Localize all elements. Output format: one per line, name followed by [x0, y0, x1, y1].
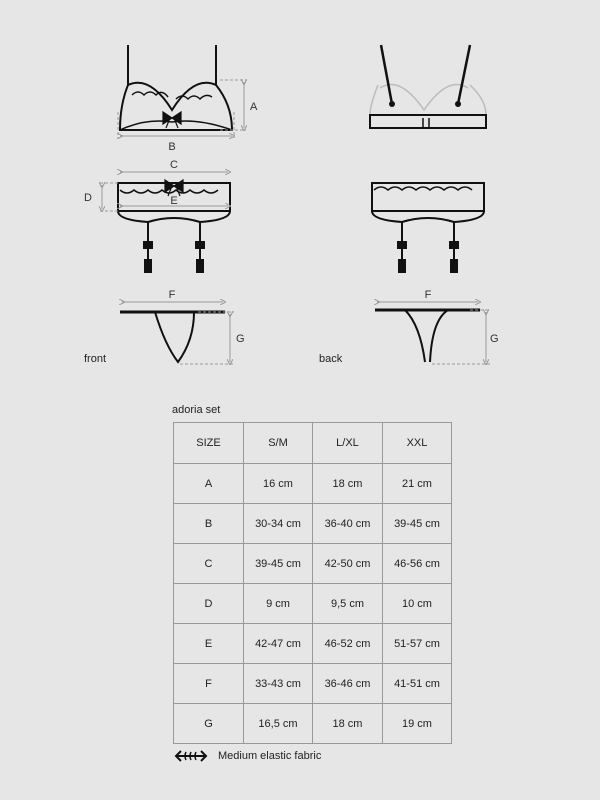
size-table — [173, 422, 452, 744]
header-size: SIZE — [174, 423, 244, 464]
value-cell: 42-50 cm — [313, 544, 383, 584]
value-cell: 41-51 cm — [383, 664, 452, 704]
value-cell: 30-34 cm — [244, 504, 313, 544]
elastic-arrow-icon — [174, 750, 208, 762]
measure-a-label: A — [250, 101, 258, 113]
measure-f-back-label: F — [424, 289, 432, 301]
legend-text: Medium elastic fabric — [218, 750, 322, 762]
size-cell: D — [174, 584, 244, 624]
header-sm: S/M — [244, 423, 313, 464]
measure-g-label: G — [236, 333, 245, 345]
measure-g-back-label: G — [490, 333, 499, 345]
table-row — [174, 584, 452, 624]
front-bra-bow-icon — [163, 112, 181, 128]
size-cell: F — [174, 664, 244, 704]
back-bra-drawing — [370, 45, 486, 128]
set-title: adoria set — [172, 404, 221, 416]
value-cell: 9 cm — [244, 584, 313, 624]
value-cell: 10 cm — [383, 584, 452, 624]
front-label: front — [84, 353, 107, 365]
table-row — [174, 504, 452, 544]
value-cell: 39-45 cm — [244, 544, 313, 584]
measure-f-label: F — [168, 289, 176, 301]
size-cell: E — [174, 624, 244, 664]
value-cell: 39-45 cm — [383, 504, 452, 544]
value-cell: 18 cm — [313, 464, 383, 504]
value-cell: 42-47 cm — [244, 624, 313, 664]
table-row — [174, 464, 452, 504]
table-row — [174, 664, 452, 704]
back-label: back — [319, 353, 343, 365]
value-cell: 46-56 cm — [383, 544, 452, 584]
table-row — [174, 544, 452, 584]
measure-d-label: D — [84, 192, 92, 204]
header-xxl: XXL — [383, 423, 452, 464]
size-cell: G — [174, 704, 244, 744]
value-cell: 51-57 cm — [383, 624, 452, 664]
table-row — [174, 624, 452, 664]
value-cell: 21 cm — [383, 464, 452, 504]
value-cell: 9,5 cm — [313, 584, 383, 624]
table-row — [174, 704, 452, 744]
size-cell: A — [174, 464, 244, 504]
back-thong-drawing — [375, 310, 480, 362]
value-cell: 46-52 cm — [313, 624, 383, 664]
value-cell: 19 cm — [383, 704, 452, 744]
value-cell: 16 cm — [244, 464, 313, 504]
value-cell: 18 cm — [313, 704, 383, 744]
legend — [174, 750, 321, 762]
size-cell: B — [174, 504, 244, 544]
value-cell: 36-40 cm — [313, 504, 383, 544]
measure-b-label: B — [168, 141, 176, 153]
header-lxl: L/XL — [313, 423, 383, 464]
back-garter-belt-drawing — [372, 183, 484, 272]
measure-e-label: E — [170, 195, 178, 207]
value-cell: 16,5 cm — [244, 704, 313, 744]
value-cell: 36-46 cm — [313, 664, 383, 704]
table-header-row — [174, 423, 452, 464]
size-cell: C — [174, 544, 244, 584]
front-thong-drawing — [120, 312, 225, 362]
measure-c-label: C — [170, 159, 178, 171]
value-cell: 33-43 cm — [244, 664, 313, 704]
